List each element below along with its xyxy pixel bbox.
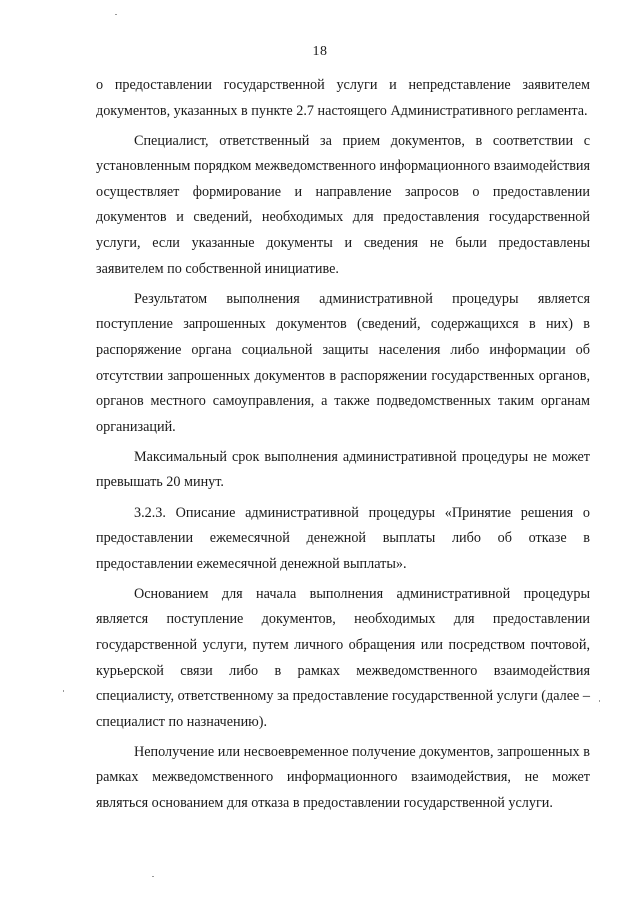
scan-speck: [599, 700, 600, 702]
paragraph-continuation: о предоставлении государственной услуги и непредставление заявителем документов, указанных в пункте 2.7 настоящего Административного регламента.: [96, 77, 590, 119]
scan-speck: [152, 876, 154, 877]
page-number: 18: [312, 44, 328, 59]
scan-speck: [115, 14, 117, 15]
paragraph-procedure-basis: Основанием для начала выполнения административной процедуры является поступление документов, необходимых для предоставлении государственной услуги, путем личного обращения или посредством почтовой, курьерской связи либо в рамках межведомственного взаимодействия специалисту, ответственному за предоставление государственной услуги (далее – специалист по назначению).: [96, 585, 590, 730]
scan-speck: [63, 690, 64, 692]
paragraph-non-receipt: Неполучение или несвоевременное получение документов, запрошенных в рамках межведомственного информационного взаимодействия, не может являться основанием для отказа в предоставлении государственной услуги.: [96, 743, 590, 812]
paragraph-procedure-result: Результатом выполнения административной процедуры является поступление запрошенных документов (сведений, содержащихся в них) в распоряжение органа социальной защиты населения либо информации об отсутствии запрошенных документов в распоряжении государственных органов, органов местного самоуправления, а также подведомственных таким органам организаций.: [96, 290, 590, 435]
paragraph-max-duration: Максимальный срок выполнения административной процедуры не может превышать 20 минут.: [96, 448, 590, 491]
document-body: [96, 73, 590, 821]
paragraph-request-documents: Специалист, ответственный за прием документов, в соответствии с установленным порядком межведомственного информационного взаимодействия осуществляет формирование и направление запросов о предоставлении документов и сведений, необходимых для предоставления государственной услуги, если указанные документы и сведения не были предоставлены заявителем по собственной инициативе.: [96, 132, 591, 277]
paragraph-section-3-2-3: 3.2.3. Описание административной процедуры «Принятие решения о предоставлении ежемесячной денежной выплаты либо об отказе в предоставлении ежемесячной денежной выплаты».: [96, 504, 590, 572]
